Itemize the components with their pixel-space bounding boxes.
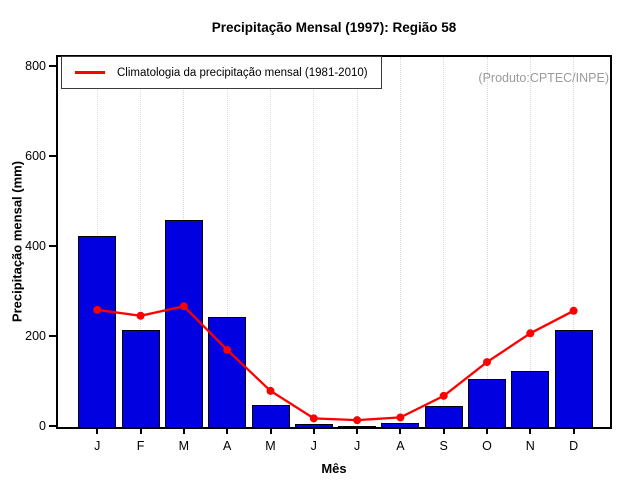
y-tick-mark: [49, 245, 56, 247]
x-tick-mark: [356, 427, 358, 434]
climatology-point: [526, 329, 534, 337]
x-tick-label: S: [439, 439, 448, 453]
y-axis-title: Precipitação mensal (mm): [9, 160, 25, 323]
x-tick-mark: [96, 427, 98, 434]
x-tick-label: A: [223, 439, 232, 453]
climatology-point: [310, 414, 318, 422]
x-tick-mark: [183, 427, 185, 434]
climatology-point: [440, 392, 448, 400]
x-tick-label: J: [94, 439, 101, 453]
climatology-point: [93, 306, 101, 314]
climatology-point: [137, 312, 145, 320]
x-tick-label: J: [310, 439, 317, 453]
legend: [61, 56, 382, 89]
x-tick-mark: [313, 427, 315, 434]
y-tick-mark: [49, 425, 56, 427]
climatology-point: [180, 302, 188, 310]
x-axis-title: Mês: [321, 461, 347, 476]
x-tick-label: J: [353, 439, 361, 453]
y-tick-label: 600: [25, 149, 46, 163]
y-tick-mark: [49, 65, 56, 67]
watermark-text: (Produto:CPTEC/INPE): [478, 71, 609, 85]
climatology-point: [483, 358, 491, 366]
x-tick-mark: [573, 427, 575, 434]
climatology-polyline: [97, 306, 573, 420]
x-tick-label: N: [525, 439, 535, 453]
climatology-line: [58, 57, 610, 427]
x-tick-mark: [443, 427, 445, 434]
plot-area: [56, 55, 612, 429]
y-tick-mark: [49, 335, 56, 337]
x-tick-label: M: [265, 439, 276, 453]
x-tick-label: F: [136, 439, 145, 453]
legend-line-swatch: [75, 71, 105, 73]
x-tick-mark: [486, 427, 488, 434]
x-tick-mark: [226, 427, 228, 434]
x-tick-label: D: [569, 439, 579, 453]
x-tick-label: M: [178, 439, 190, 453]
x-tick-mark: [270, 427, 272, 434]
climatology-point: [396, 413, 404, 421]
x-tick-label: O: [482, 439, 492, 453]
legend-label: Climatologia da precipitação mensal (1981-2010): [117, 66, 368, 79]
y-tick-label: 800: [25, 59, 46, 73]
climatology-point: [267, 387, 275, 395]
x-tick-label: A: [396, 439, 405, 453]
climatology-point: [353, 416, 361, 424]
y-tick-label: 400: [25, 239, 46, 253]
climatology-point: [570, 307, 578, 315]
y-tick-label: 0: [39, 419, 46, 433]
x-tick-mark: [140, 427, 142, 434]
chart-title: Precipitação Mensal (1997): Região 58: [211, 20, 457, 35]
climatology-point: [223, 346, 231, 354]
x-tick-mark: [529, 427, 531, 434]
y-tick-mark: [49, 155, 56, 157]
x-tick-mark: [399, 427, 401, 434]
y-tick-label: 200: [25, 329, 46, 343]
